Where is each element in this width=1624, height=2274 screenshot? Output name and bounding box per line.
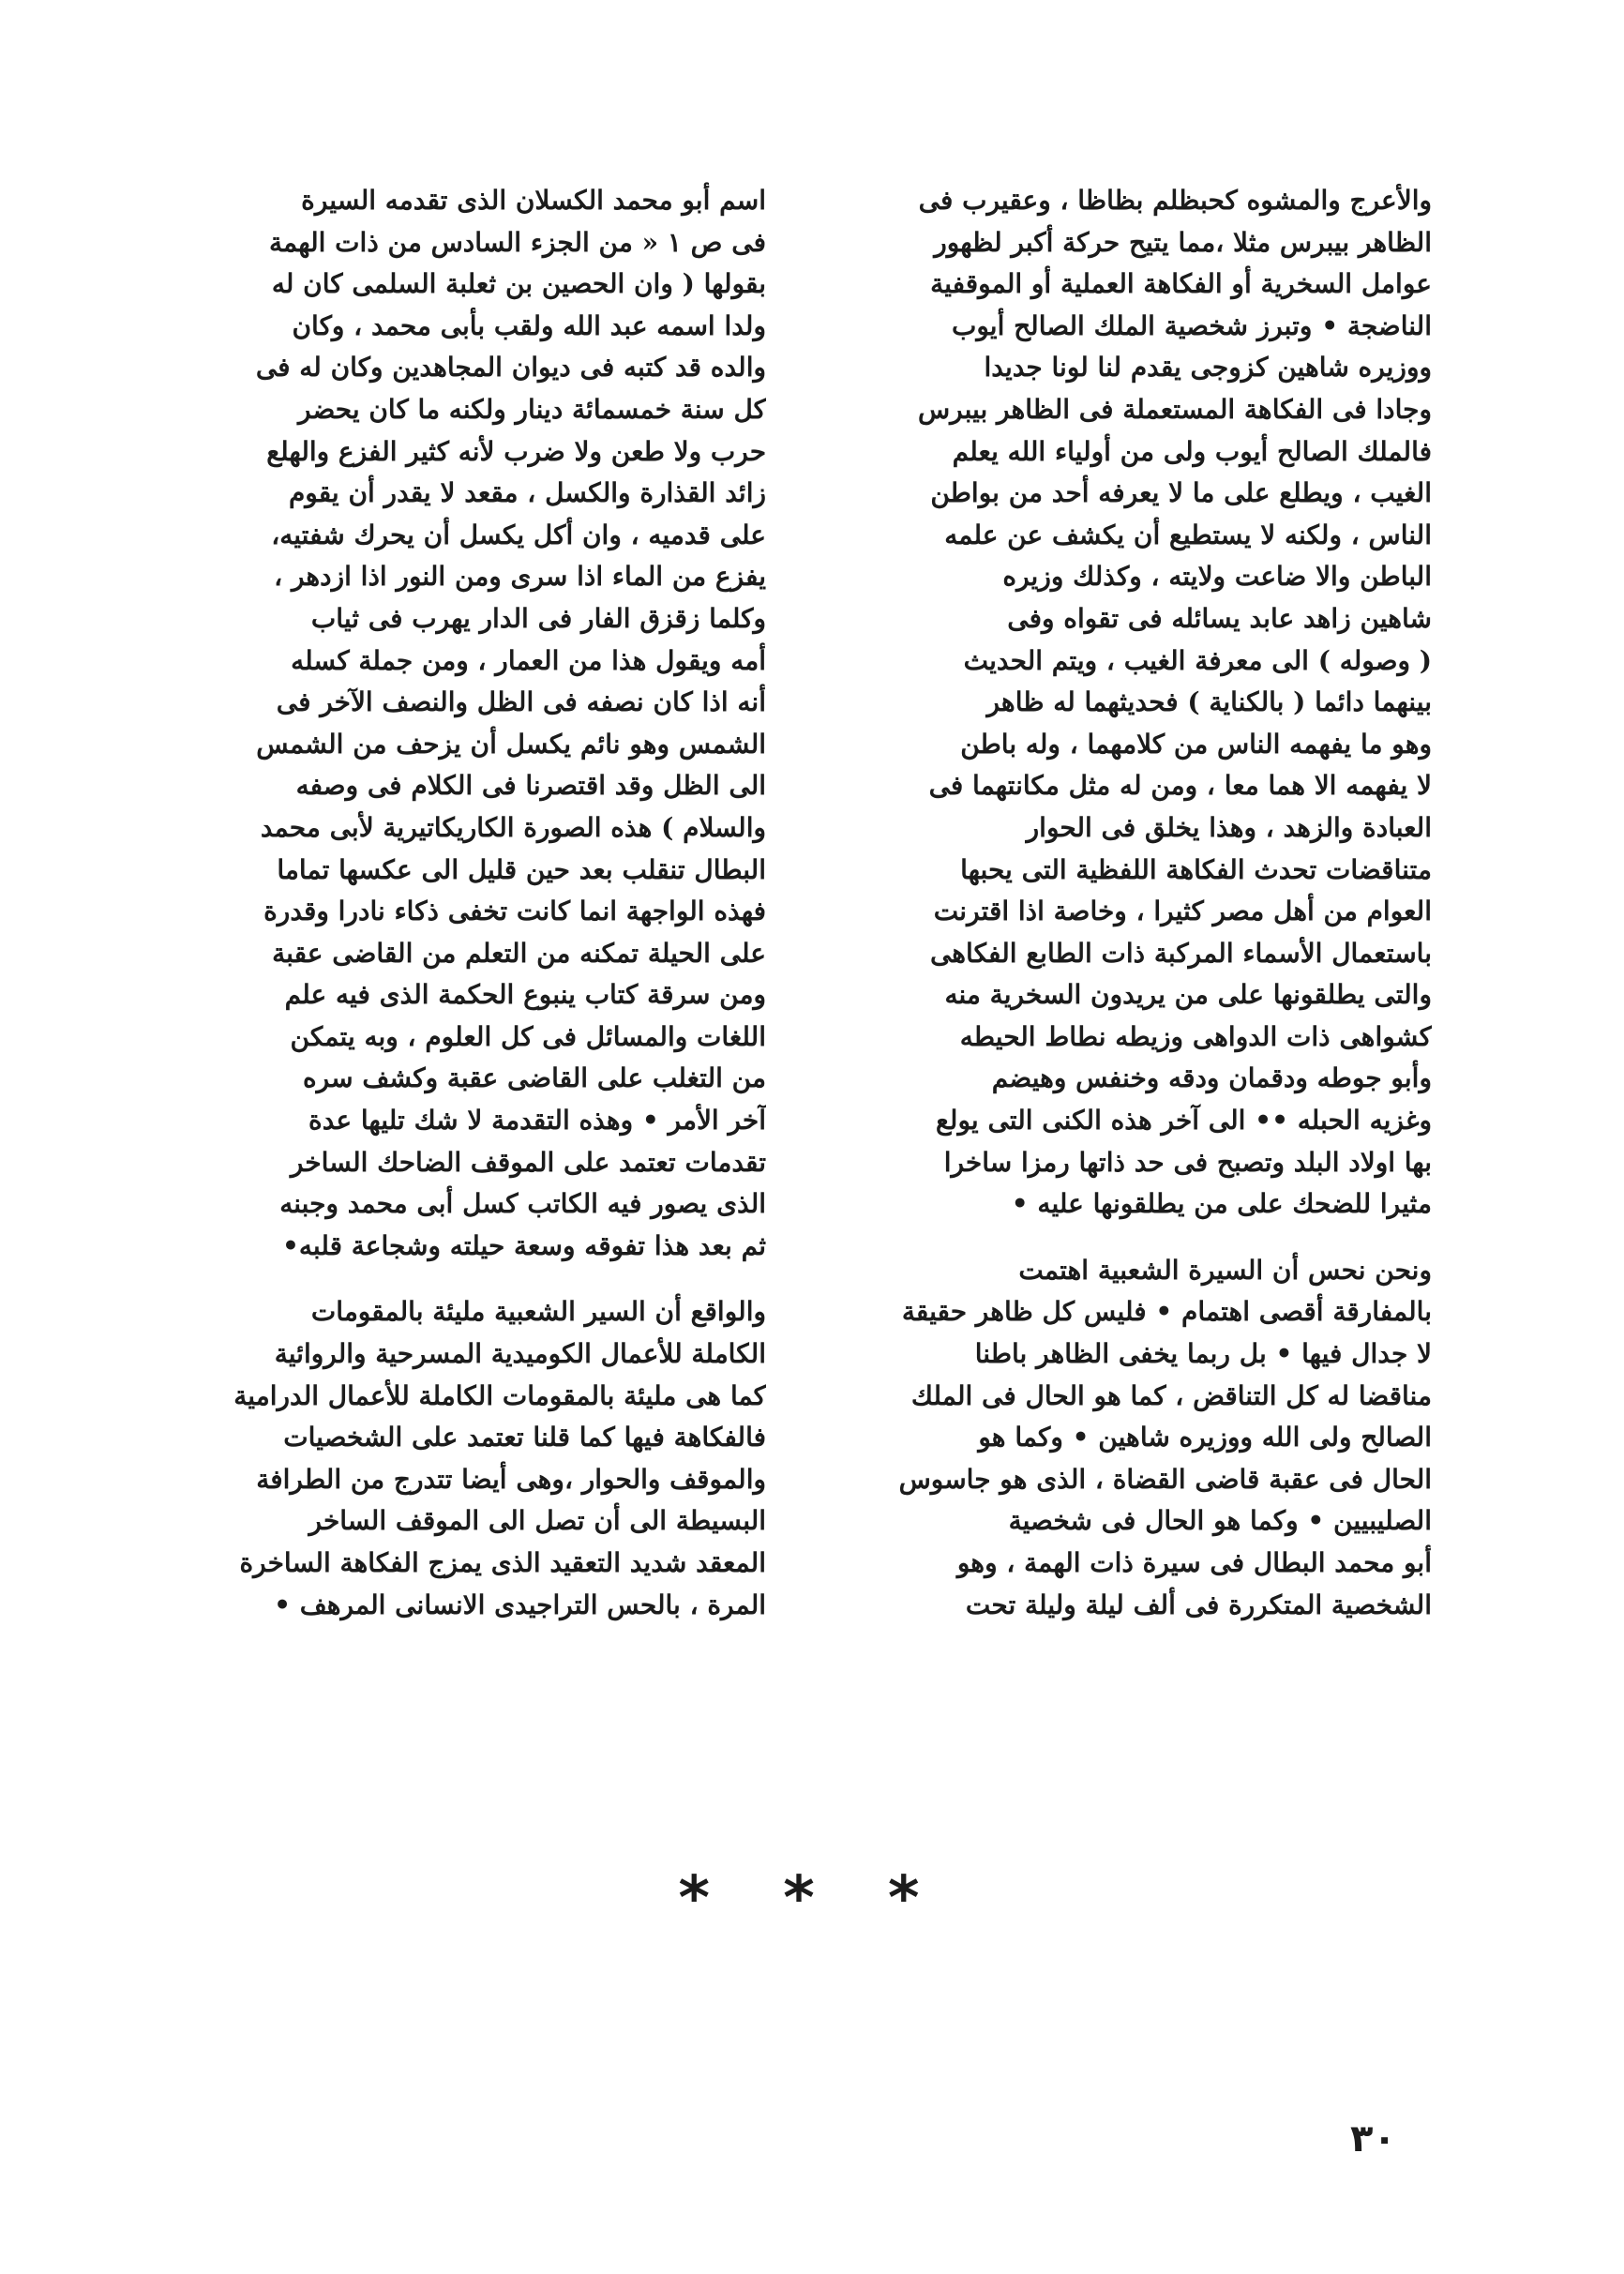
right-paragraph-1 xyxy=(858,180,1432,1226)
text-line: باستعمال الأسماء المركبة ذات الطابع الفكاهى xyxy=(929,937,1432,969)
text-line: بقولها ( وان الحصين بن ثعلبة السلمى كان له xyxy=(271,268,766,300)
text-line: والأعرج والمشوه كحبظلم بظاظا ، وعقيرب فى xyxy=(918,185,1432,216)
text-line: لا يفهمه الا هما معا ، ومن له مثل مكانتهما فى xyxy=(928,770,1432,802)
text-line: فى ص ١ « من الجزء السادس من ذات الهمة xyxy=(269,226,766,258)
text-line: والده قد كتبه فى ديوان المجاهدين وكان له فى xyxy=(255,352,766,384)
text-line: ( وصوله ) الى معرفة الغيب ، ويتم الحديث xyxy=(963,644,1432,676)
text-line: الشخصية المتكررة فى ألف ليلة وليلة تحت xyxy=(965,1589,1432,1620)
text-line: البطال تنقلب بعد حين قليل الى عكسها تماما xyxy=(277,853,766,885)
text-line: فالملك الصالح أيوب ولى من أولياء الله يعلم xyxy=(952,435,1432,467)
text-line: ومن سرقة كتاب ينبوع الحكمة الذى فيه علم xyxy=(284,979,766,1011)
text-line: زائد القذارة والكسل ، مقعد لا يقدر أن يقوم xyxy=(288,477,766,509)
text-line: مناقضا له كل التناقض ، كما هو الحال فى الملك xyxy=(910,1379,1432,1411)
text-line: الذى يصور فيه الكاتب كسل أبى محمد وجبنه xyxy=(279,1188,766,1220)
text-line: ووزيره شاهين كزوجى يقدم لنا لونا جديدا xyxy=(984,352,1432,384)
text-line: المعقد شديد التعقيد الذى يمزج الفكاهة الساخرة xyxy=(239,1547,766,1578)
text-line: الكاملة للأعمال الكوميدية المسرحية والروائية xyxy=(274,1338,766,1370)
text-line: أبو محمد البطال فى سيرة ذات الهمة ، وهو xyxy=(956,1547,1432,1578)
text-line: مثيرا للضحك على من يطلقونها عليه • xyxy=(1011,1188,1432,1220)
text-line: الصالح ولى الله ووزيره شاهين • وكما هو xyxy=(978,1422,1432,1453)
text-line: الغيب ، ويطلع على ما لا يعرفه أحد من بواطن xyxy=(930,477,1432,509)
text-line: شاهين زاهد عابد يسائله فى تقواه وفى xyxy=(1007,602,1432,634)
text-line: العبادة والزهد ، وهذا يخلق فى الحوار xyxy=(1026,811,1432,843)
text-line: وجادا فى الفكاهة المستعملة فى الظاهر بيبرس xyxy=(917,393,1432,425)
text-line: حرب ولا طعن ولا ضرب لأنه كثير الفزع والهلع xyxy=(266,435,766,467)
left-paragraph-2 xyxy=(192,1291,766,1626)
text-line: متناقضات تحدث الفكاهة اللفظية التى يحبها xyxy=(960,853,1432,885)
text-line: عوامل السخرية أو الفكاهة العملية أو الموقفية xyxy=(930,268,1432,300)
text-line: اللغات والمسائل فى كل العلوم ، وبه يتمكن xyxy=(290,1020,766,1052)
text-line: والسلام ) هذه الصورة الكاريكاتيرية لأبى محمد xyxy=(260,811,766,843)
text-line: آخر الأمر • وهذه التقدمة لا شك تليها عدة xyxy=(308,1105,766,1137)
text-line: كل سنة خمسمائة دينار ولكنه ما كان يحضر xyxy=(298,393,766,425)
text-line: أمه ويقول هذا من العمار ، ومن جملة كسله xyxy=(291,644,766,676)
section-separator: * * * xyxy=(678,1864,946,1934)
text-line: اسم أبو محمد الكسلان الذى تقدمه السيرة xyxy=(301,185,766,216)
text-line: على قدميه ، وان أكل يكسل أن يحرك شفتيه، xyxy=(271,519,766,550)
left-text-column xyxy=(192,180,766,1626)
text-line: لا جدال فيها • بل ربما يخفى الظاهر باطنا xyxy=(974,1338,1432,1370)
text-line: المرة ، بالحس التراجيدى الانسانى المرهف • xyxy=(274,1589,766,1620)
text-line: الناضجة • وتبرز شخصية الملك الصالح أيوب xyxy=(951,309,1432,341)
text-line: الباطن والا ضاعت ولايته ، وكذلك وزيره xyxy=(1002,561,1432,593)
text-line: الحال فى عقبة قاضى القضاة ، الذى هو جاسوس xyxy=(898,1463,1432,1495)
text-line: فالفكاهة فيها كما قلنا تعتمد على الشخصيات xyxy=(283,1422,766,1453)
right-paragraph-2 xyxy=(858,1250,1432,1626)
text-line: وهو ما يفهمه الناس من كلامهما ، وله باطن xyxy=(960,728,1432,760)
text-line: فهذه الواجهة انما كانت تخفى ذكاء نادرا وقدرة xyxy=(263,896,766,927)
text-line: الى الظل وقد اقتصرنا فى الكلام فى وصفه xyxy=(295,770,766,802)
text-line: ونحن نحس أن السيرة الشعبية اهتمت xyxy=(1018,1254,1432,1286)
text-line: ولدا اسمه عبد الله ولقب بأبى محمد ، وكان xyxy=(292,309,766,341)
text-line: الصليبيين • وكما هو الحال فى شخصية xyxy=(1008,1505,1432,1537)
text-line: من التغلب على القاضى عقبة وكشف سره xyxy=(303,1062,766,1094)
left-paragraph-1 xyxy=(192,180,766,1267)
text-line: والواقع أن السير الشعبية مليئة بالمقومات xyxy=(310,1296,766,1328)
right-text-column xyxy=(858,180,1432,1626)
text-line: وغزيه الحبله •• الى آخر هذه الكنى التى يولع xyxy=(936,1105,1432,1137)
text-line: بالمفارقة أقصى اهتمام • فليس كل ظاهر حقيقة xyxy=(901,1296,1432,1328)
text-line: ثم بعد هذا تفوقه وسعة حيلته وشجاعة قلبه• xyxy=(281,1229,766,1261)
text-line: البسيطة الى أن تصل الى الموقف الساخر xyxy=(308,1505,766,1537)
text-line: أنه اذا كان نصفه فى الظل والنصف الآخر فى xyxy=(276,686,766,718)
page-number: ٣٠ xyxy=(1350,2117,1396,2161)
text-line: الظاهر بيبرس مثلا ،مما يتيح حركة أكبر لظهور xyxy=(934,226,1432,258)
text-line: على الحيلة تمكنه من التعلم من القاضى عقبة xyxy=(272,937,766,969)
text-line: تقدمات تعتمد على الموقف الضاحك الساخر xyxy=(290,1146,766,1178)
text-line: وأبو جوطه ودقمان ودقه وخنفس وهيضم xyxy=(991,1062,1432,1094)
text-line: الشمس وهو نائم يكسل أن يزحف من الشمس xyxy=(256,728,766,760)
text-line: بها اولاد البلد وتصبح فى حد ذاتها رمزا ساخرا xyxy=(943,1146,1432,1178)
text-line: العوام من أهل مصر كثيرا ، وخاصة اذا اقترنت xyxy=(933,896,1432,927)
text-line: يفزع من الماء اذا سرى ومن النور اذا ازدهر ، xyxy=(274,561,766,593)
text-line: والموقف والحوار ،وهى أيضا تتدرج من الطرافة xyxy=(256,1463,766,1495)
text-line: وكلما زقزق الفار فى الدار يهرب فى ثياب xyxy=(310,602,766,634)
text-line: بينهما دائما ( بالكناية ) فحديثهما له ظاهر xyxy=(986,686,1432,718)
text-line: الناس ، ولكنه لا يستطيع أن يكشف عن علمه xyxy=(944,519,1432,550)
text-line: والتى يطلقونها على من يريدون السخرية منه xyxy=(944,979,1432,1011)
text-line: كشواهى ذات الدواهى وزيطه نطاط الحيطه xyxy=(959,1020,1432,1052)
text-line: كما هى مليئة بالمقومات الكاملة للأعمال الدرامية xyxy=(233,1379,766,1411)
